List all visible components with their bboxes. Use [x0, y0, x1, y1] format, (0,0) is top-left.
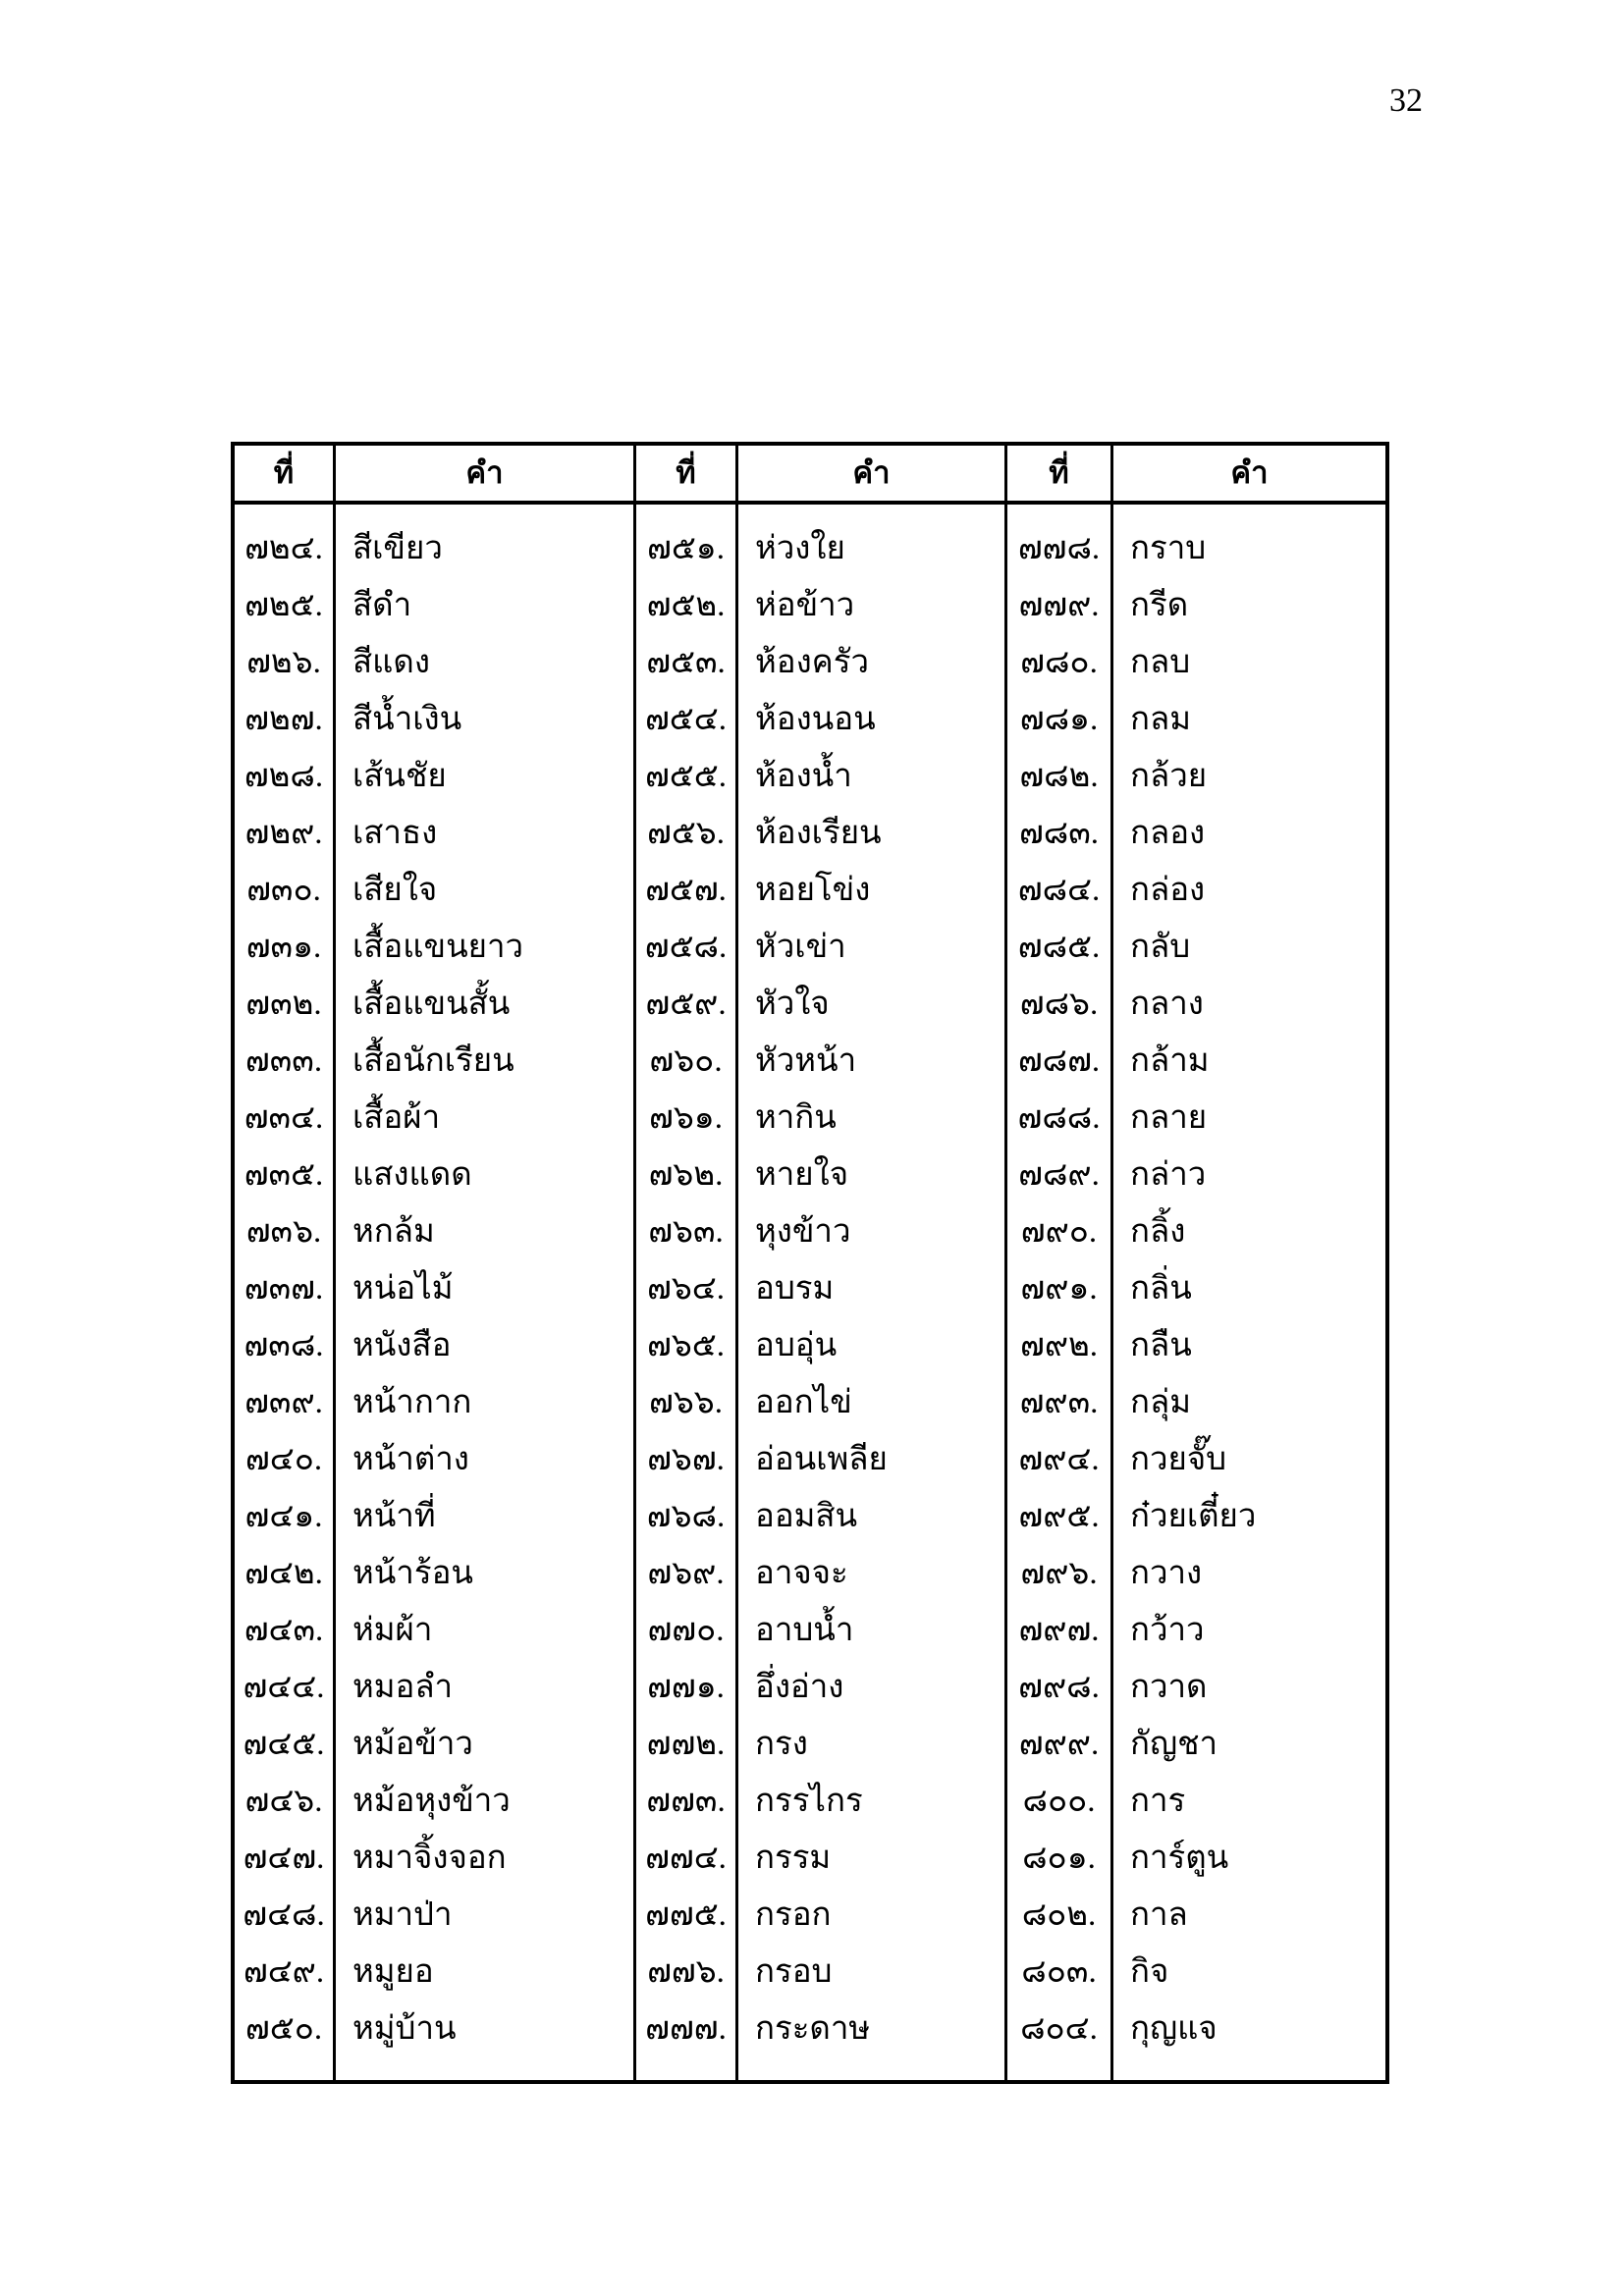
- entry-word: อ่อนเพลีย: [755, 1441, 888, 1477]
- entry-number: ๗๕๓.: [646, 644, 726, 680]
- entry-word: ห่อข้าว: [755, 587, 855, 623]
- entry-word: กล่อง: [1130, 872, 1206, 908]
- entry-word: กวาง: [1130, 1555, 1203, 1591]
- entry-number: ๗๓๓.: [244, 1042, 323, 1079]
- entry-number: ๗๙๒.: [1020, 1327, 1098, 1363]
- entry-word: กลืน: [1130, 1327, 1192, 1363]
- entry-word: หนังสือ: [352, 1327, 452, 1363]
- entry-number: ๗๖๗.: [647, 1441, 725, 1477]
- entry-number: ๗๔๓.: [244, 1612, 324, 1648]
- entry-number: ๗๔๒.: [244, 1555, 323, 1591]
- entry-number: ๗๖๒.: [648, 1156, 724, 1193]
- entry-word: หน้ากาก: [352, 1384, 472, 1420]
- entry-number: ๗๓๙.: [244, 1384, 323, 1420]
- entry-word: กลม: [1130, 701, 1191, 737]
- entry-number: ๗๘๔.: [1017, 872, 1101, 908]
- entry-number: ๗๔๑.: [244, 1498, 323, 1534]
- entry-number: ๘๐๒.: [1021, 1896, 1097, 1933]
- entry-word: กิจ: [1130, 1953, 1169, 1990]
- entry-word: อบอุ่น: [755, 1327, 838, 1363]
- entry-number: ๗๕๕.: [644, 758, 727, 794]
- entry-number: ๗๙๕.: [1018, 1498, 1100, 1534]
- entry-number: ๗๘๐.: [1020, 644, 1098, 680]
- entry-number: ๗๗๔.: [645, 1840, 727, 1876]
- entry-number: ๗๖๖.: [649, 1384, 723, 1420]
- entry-word: แสงแดด: [352, 1156, 472, 1193]
- entry-number: ๘๐๓.: [1021, 1953, 1097, 1990]
- entry-number: ๗๓๕.: [244, 1156, 324, 1193]
- entry-number: ๗๗๒.: [646, 1726, 726, 1762]
- entry-number: ๗๓๑.: [245, 929, 322, 965]
- entry-word: กล้วย: [1130, 758, 1208, 794]
- entry-number: ๗๗๙.: [1018, 587, 1100, 623]
- entry-word: ห้องน้ำ: [755, 758, 852, 794]
- entry-word: เสื้อผ้า: [352, 1099, 441, 1136]
- entry-word: กรอบ: [755, 1953, 833, 1990]
- entry-word: หมูยอ: [352, 1953, 434, 1990]
- entry-number: ๗๙๙.: [1018, 1726, 1100, 1762]
- entry-word: กลาง: [1130, 986, 1204, 1022]
- entry-number: ๗๙๓.: [1019, 1384, 1099, 1420]
- entry-number: ๗๔๘.: [243, 1896, 325, 1933]
- word-column: [1113, 505, 1385, 2080]
- entry-number: ๗๕๔.: [644, 701, 727, 737]
- entry-word: การ์ตูน: [1130, 1840, 1229, 1876]
- word-column: [336, 505, 636, 2080]
- entry-word: หมาป่า: [352, 1896, 453, 1933]
- entry-number: ๘๐๔.: [1020, 2010, 1098, 2047]
- entry-number: ๗๔๗.: [243, 1840, 325, 1876]
- entry-word: กลับ: [1130, 929, 1191, 965]
- entry-number: ๗๖๓.: [648, 1213, 724, 1250]
- entry-word: ห้องเรียน: [755, 815, 882, 851]
- entry-number: ๗๒๕.: [244, 587, 323, 623]
- entry-number: ๗๔๖.: [244, 1783, 323, 1819]
- column-header-no: ที่: [636, 446, 738, 505]
- entry-word: ห้องนอน: [755, 701, 876, 737]
- entry-word: หมอลำ: [352, 1669, 454, 1705]
- entry-word: หากิน: [755, 1099, 837, 1136]
- entry-word: หุงข้าว: [755, 1213, 851, 1250]
- entry-word: กราบ: [1130, 530, 1207, 566]
- entry-word: ห่มผ้า: [352, 1612, 433, 1648]
- entry-word: สีดำ: [352, 587, 412, 623]
- entry-word: เสาธง: [352, 815, 438, 851]
- entry-word: การ: [1130, 1783, 1186, 1819]
- entry-number: ๗๗๘.: [1017, 530, 1101, 566]
- entry-number: ๗๒๔.: [244, 530, 323, 566]
- entry-word: กรง: [755, 1726, 808, 1762]
- entry-number: ๗๒๙.: [244, 815, 323, 851]
- entry-number: ๗๗๓.: [646, 1783, 726, 1819]
- entry-word: กุญแจ: [1130, 2010, 1218, 2047]
- entry-number: ๗๙๐.: [1020, 1213, 1098, 1250]
- entry-word: หม้อหุงข้าว: [352, 1783, 511, 1819]
- entry-word: หน้าที่: [352, 1498, 436, 1534]
- entry-number: ๗๘๑.: [1019, 701, 1099, 737]
- entry-word: กรรไกร: [755, 1783, 863, 1819]
- entry-word: หกล้ม: [352, 1213, 435, 1250]
- entry-number: ๗๓๐.: [246, 872, 321, 908]
- entry-number: ๗๕๙.: [645, 986, 727, 1022]
- number-column: [636, 505, 738, 2080]
- entry-word: หมู่บ้าน: [352, 2010, 457, 2047]
- entry-number: ๗๕๖.: [647, 815, 725, 851]
- entry-number: ๗๗๑.: [647, 1669, 725, 1705]
- entry-number: ๗๗๖.: [647, 1953, 725, 1990]
- entry-word: ออกไข่: [755, 1384, 852, 1420]
- entry-number: ๗๗๕.: [645, 1896, 727, 1933]
- entry-word: กรรม: [755, 1840, 832, 1876]
- entry-word: หัวเข่า: [755, 929, 846, 965]
- entry-number: ๗๘๕.: [1017, 929, 1101, 965]
- entry-word: อบรม: [755, 1270, 835, 1307]
- entry-number: ๗๖๙.: [647, 1555, 725, 1591]
- entry-word: หมาจิ้งจอก: [352, 1840, 507, 1876]
- entry-number: ๗๓๔.: [244, 1099, 324, 1136]
- entry-word: เสียใจ: [352, 872, 438, 908]
- entry-word: หอยโข่ง: [755, 872, 871, 908]
- entry-number: ๗๔๔.: [243, 1669, 325, 1705]
- entry-word: ก๋วยเตี๋ยว: [1130, 1498, 1257, 1534]
- entry-number: ๗๕๘.: [644, 929, 728, 965]
- entry-word: กาล: [1130, 1896, 1188, 1933]
- entry-word: หน้าต่าง: [352, 1441, 469, 1477]
- entry-word: กลอง: [1130, 815, 1206, 851]
- entry-word: สีเขียว: [352, 530, 443, 566]
- entry-word: อาจจะ: [755, 1555, 848, 1591]
- entry-number: ๗๔๐.: [244, 1441, 323, 1477]
- page-number: 32: [1389, 82, 1423, 119]
- column-header-no: ที่: [1007, 446, 1113, 505]
- entry-word: สีน้ำเงิน: [352, 701, 462, 737]
- entry-number: ๗๓๖.: [245, 1213, 322, 1250]
- entry-number: ๗๖๘.: [646, 1498, 726, 1534]
- number-column: [235, 505, 336, 2080]
- entry-word: เสื้อนักเรียน: [352, 1042, 514, 1079]
- entry-word: กระดาษ: [755, 2010, 871, 2047]
- entry-number: ๗๙๖.: [1020, 1555, 1098, 1591]
- entry-number: ๗๔๙.: [243, 1953, 325, 1990]
- entry-word: กลบ: [1130, 644, 1191, 680]
- entry-word: หน่อไม้: [352, 1270, 454, 1307]
- entry-number: ๗๘๒.: [1019, 758, 1099, 794]
- entry-word: ออมสิน: [755, 1498, 858, 1534]
- entry-word: กรีด: [1130, 587, 1189, 623]
- entry-number: ๗๕๐.: [244, 2010, 323, 2047]
- entry-word: กล่าว: [1130, 1156, 1207, 1193]
- entry-number: ๗๙๔.: [1018, 1441, 1100, 1477]
- entry-word: เสื้อแขนสั้น: [352, 986, 511, 1022]
- entry-word: กรอก: [755, 1896, 832, 1933]
- entry-number: ๗๗๗.: [645, 2010, 727, 2047]
- entry-number: ๗๕๗.: [645, 872, 727, 908]
- column-header-word: คำ: [738, 446, 1007, 505]
- entry-word: กว้าว: [1130, 1612, 1205, 1648]
- entry-number: ๗๓๒.: [245, 986, 322, 1022]
- entry-number: ๗๙๑.: [1020, 1270, 1098, 1307]
- entry-number: ๗๕๑.: [647, 530, 725, 566]
- entry-word: หม้อข้าว: [352, 1726, 473, 1762]
- entry-number: ๗๒๖.: [246, 644, 321, 680]
- entry-word: อึ่งอ่าง: [755, 1669, 844, 1705]
- entry-word: อาบน้ำ: [755, 1612, 854, 1648]
- entry-word: หัวหน้า: [755, 1042, 857, 1079]
- entry-number: ๘๐๐.: [1022, 1783, 1096, 1819]
- entry-number: ๗๖๐.: [649, 1042, 723, 1079]
- entry-number: ๗๖๔.: [647, 1270, 725, 1307]
- column-header-no: ที่: [235, 446, 336, 505]
- entry-word: กวาด: [1130, 1669, 1208, 1705]
- entry-number: ๗๒๗.: [244, 701, 323, 737]
- entry-number: ๗๓๘.: [244, 1327, 324, 1363]
- entry-word: เสื้อแขนยาว: [352, 929, 524, 965]
- entry-number: ๗๕๒.: [646, 587, 726, 623]
- number-column: [1007, 505, 1113, 2080]
- entry-word: กวยจั๊บ: [1130, 1441, 1227, 1477]
- entry-number: ๗๗๐.: [647, 1612, 725, 1648]
- entry-word: กล้าม: [1130, 1042, 1210, 1079]
- entry-word: ห้องครัว: [755, 644, 870, 680]
- entry-number: ๗๖๕.: [647, 1327, 725, 1363]
- entry-word: กัญชา: [1130, 1726, 1218, 1762]
- entry-number: ๗๙๘.: [1018, 1669, 1100, 1705]
- entry-word: กลาย: [1130, 1099, 1208, 1136]
- entry-number: ๗๘๘.: [1017, 1099, 1101, 1136]
- column-header-word: คำ: [336, 446, 636, 505]
- entry-number: ๗๘๗.: [1017, 1042, 1101, 1079]
- column-header-word: คำ: [1113, 446, 1385, 505]
- entry-word: กลุ่ม: [1130, 1384, 1191, 1420]
- entry-number: ๗๒๘.: [244, 758, 324, 794]
- entry-word: ห่วงใย: [755, 530, 845, 566]
- entry-word: หน้าร้อน: [352, 1555, 473, 1591]
- word-table: [231, 442, 1389, 2084]
- word-column: [738, 505, 1007, 2080]
- entry-number: ๗๘๓.: [1018, 815, 1100, 851]
- entry-number: ๘๐๑.: [1022, 1840, 1096, 1876]
- entry-number: ๗๔๕.: [243, 1726, 325, 1762]
- entry-number: ๗๙๗.: [1018, 1612, 1100, 1648]
- entry-word: สีแดง: [352, 644, 430, 680]
- entry-number: ๗๘๙.: [1018, 1156, 1100, 1193]
- entry-word: หายใจ: [755, 1156, 849, 1193]
- entry-word: กลิ้ง: [1130, 1213, 1186, 1250]
- entry-number: ๗๖๑.: [649, 1099, 723, 1136]
- entry-word: เส้นชัย: [352, 758, 447, 794]
- entry-word: กลิ่น: [1130, 1270, 1192, 1307]
- entry-word: หัวใจ: [755, 986, 830, 1022]
- entry-number: ๗๘๖.: [1019, 986, 1099, 1022]
- entry-number: ๗๓๗.: [244, 1270, 324, 1307]
